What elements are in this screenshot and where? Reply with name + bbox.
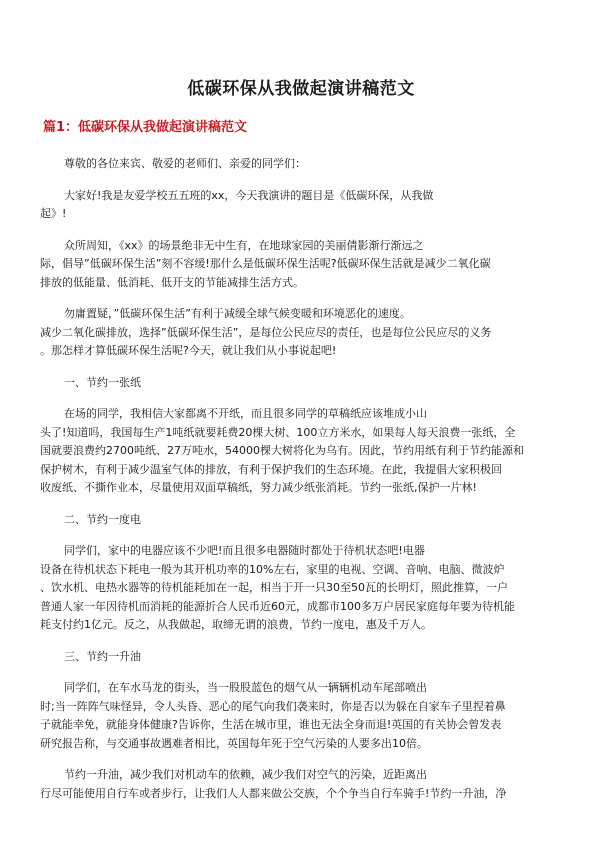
text-line: 收废纸、不撕作业本，尽量使用双面草稿纸，努力减少纸张消耗。节约一张纸,保护一片林! <box>40 481 477 494</box>
paragraph-gap <box>40 635 562 648</box>
paragraph-gap <box>40 392 562 405</box>
paragraph-gap <box>40 292 562 305</box>
text-line: 在场的同学，我相信大家都离不开纸，而且很多同学的草稿纸应该堆成小山 <box>64 407 427 420</box>
paragraph <box>40 305 562 361</box>
text-line: 同学们，在车水马龙的街头，当一股股蓝色的烟气从一辆辆机动车尾部喷出 <box>64 681 427 694</box>
section-subheading <box>40 511 562 530</box>
document-title: 低碳环保从我做起演讲稿范文 <box>187 79 415 99</box>
text-line: 同学们，家中的电器应该不少吧!而且很多电器随时都处于待机状态吧!电器 <box>64 544 425 557</box>
section-subheading <box>40 374 562 393</box>
text-line: 二、节约一度电 <box>64 512 141 526</box>
text-line: 、饮水机、电热水器等的待机能耗加在一起，相当于开一只30至50瓦的长明灯，照此推算，一户 <box>40 581 508 594</box>
text-line: 耗支付约1亿元。反之，从我做起，取缔无谓的浪费，节约一度电，惠及千万人。 <box>40 618 432 631</box>
paragraph-gap <box>40 666 562 679</box>
text-line: 际，倡导”低碳环保生活”刻不容缓!那什么是低碳环保生活呢?低碳环保生活就是减少二氧化碳 <box>40 257 491 270</box>
text-line: 时;当一阵阵气味怪异，令人头昏、恶心的尾气向我们袭来时，你是否以为躲在自家车子里捏着鼻 <box>40 699 506 713</box>
text-line: 大家好!我是友爱学校五五班的xx，今天我演讲的题目是《低碳环保，从我做 <box>64 188 434 202</box>
paragraph-gap <box>40 498 562 511</box>
section-heading: 篇1：低碳环保从我做起演讲稿范文 <box>43 120 248 135</box>
text-line: 设备在待机状态下耗电一般为其开机功率的10%左右，家里的电视、空调、音响、电脑、微波炉 <box>40 562 505 576</box>
text-line: 起》! <box>40 207 67 220</box>
text-line: 勿庸置疑，”低碳环保生活”有利于减缓全球气候变暖和环境恶化的速度。 <box>64 307 411 320</box>
paragraph-gap <box>40 174 562 187</box>
text-line: 行尽可能使用自行车或者步行，让我们人人都来做公交族，个个争当自行车骑手!节约一升油，净 <box>40 786 507 800</box>
text-line: 一、节约一张纸 <box>64 375 141 389</box>
text-line: 普通人家一年因待机而消耗的能源折合人民币近60元，成都市100多万户居民家庭每年要为待机能 <box>40 599 515 613</box>
paragraph-gap <box>40 753 562 766</box>
text-line: 保护树木，有利于减少温室气体的排放，有利于保护我们的生态环境。在此，我提倡大家积极回 <box>40 462 502 476</box>
document-body <box>40 155 562 803</box>
paragraph <box>40 679 562 753</box>
section-subheading <box>40 648 562 667</box>
paragraph-gap <box>40 361 562 374</box>
paragraph <box>40 542 562 635</box>
text-line: 国就要浪费约2700吨纸、27万吨水，54000棵大树将化为乌有。因此，节约用纸有利于节约能源和 <box>40 444 524 457</box>
paragraph <box>40 187 562 224</box>
text-line: 子就能幸免，就能身体健康?告诉你，生活在城市里，谁也无法全身而退!英国的有关协会曾发表 <box>40 718 502 731</box>
paragraph-gap <box>40 529 562 542</box>
text-line: 排放的低能量、低消耗、低开支的节能减排生活方式。 <box>40 275 304 289</box>
paragraph <box>40 237 562 293</box>
text-line: 尊敬的各位来宾、敬爱的老师们、亲爱的同学们： <box>64 157 306 170</box>
paragraph <box>40 405 562 498</box>
paragraph <box>40 155 562 174</box>
paragraph <box>40 766 562 803</box>
text-line: 节约一升油，减少我们对机动车的依赖，减少我们对空气的污染，近距离出 <box>64 768 427 781</box>
text-line: 。那怎样才算低碳环保生活呢?今天，就让我们从小事说起吧! <box>40 344 337 357</box>
text-line: 三、节约一升油 <box>64 649 141 663</box>
text-line: 头了!知道吗，我国每生产1吨纸就要耗费20棵大树、100立方米水，如果每人每天浪费一张纸，全 <box>40 425 516 439</box>
paragraph-gap <box>40 224 562 237</box>
text-line: 研究报告称，与交通事故遇难者相比，英国每年死于空气污染的人要多出10倍。 <box>40 736 428 750</box>
text-line: 众所周知，《xx》的场景绝非无中生有，在地球家园的美丽倩影渐行渐远之 <box>64 238 424 252</box>
text-line: 减少二氧化碳排放，选择”低碳环保生活”，是每位公民应尽的责任，也是每位公民应尽的义务 <box>40 325 492 339</box>
